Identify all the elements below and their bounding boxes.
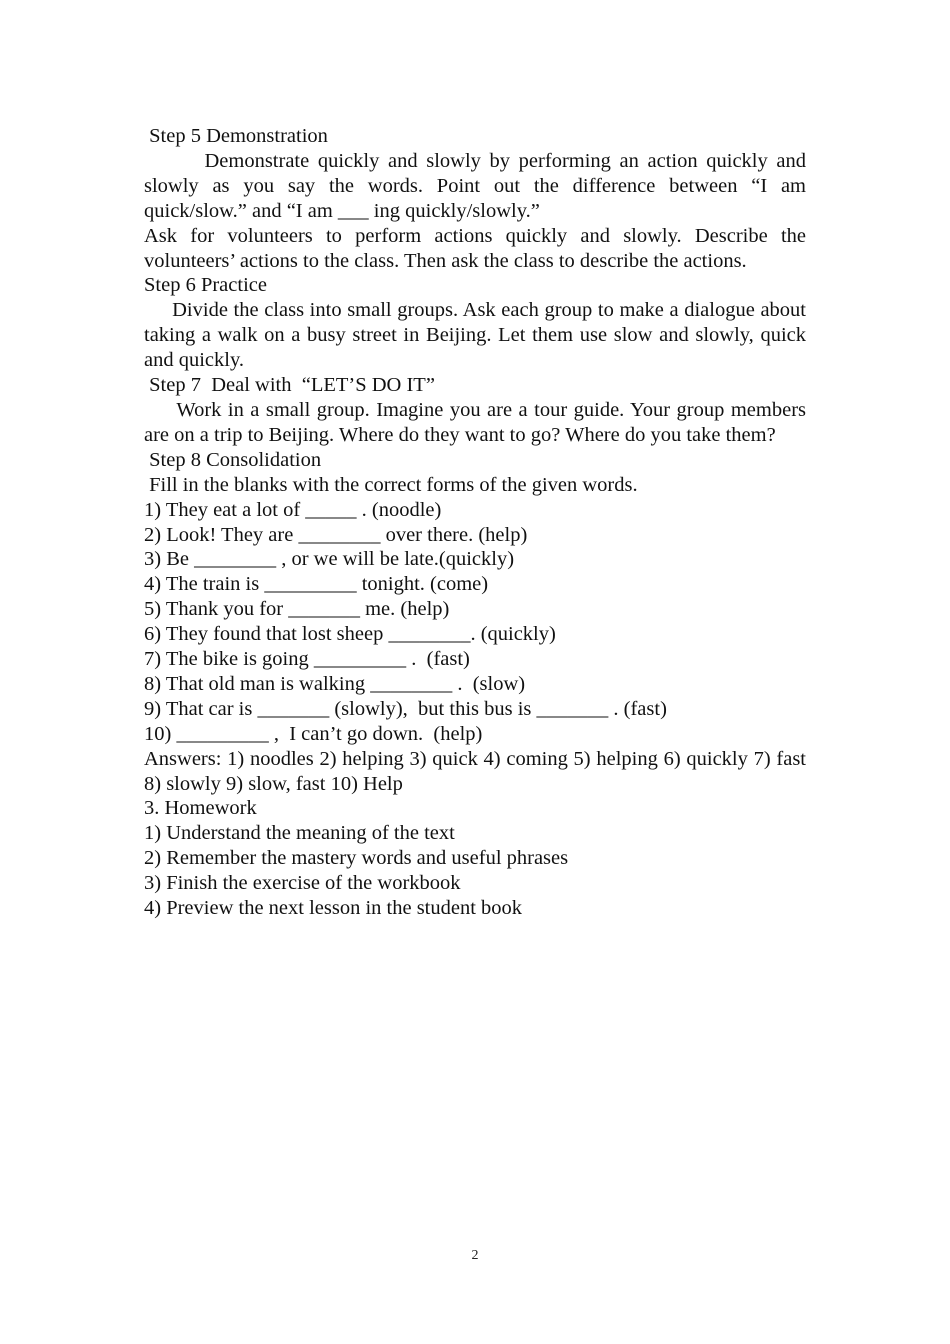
step8-instruction: Fill in the blanks with the correct forms of the given words. [144, 473, 638, 496]
step5-paragraph-2: Ask for volunteers to perform actions quickly and slowly. Describe the volunteers’ actions to the class. Then ask the class to describe the actions. [144, 224, 806, 272]
exercise-item: 3) Be ________ , or we will be late.(quickly) [144, 548, 515, 571]
exercise-item: 6) They found that lost sheep ________. (quickly) [144, 623, 556, 646]
step5-paragraph-1: Demonstrate quickly and slowly by performing an action quickly and slowly as you say the words. Point out the difference between “I am quick/slow.” and “I am ___ ing quickly/slowly.” [144, 149, 812, 222]
exercise-item: 1) They eat a lot of _____ . (noodle) [144, 498, 442, 521]
step7-paragraph-1: Work in a small group. Imagine you are a tour guide. Your group members are on a trip to Beijing. Where do they want to go? Where do you take them? [144, 398, 812, 446]
homework-item: 4) Preview the next lesson in the student book [144, 897, 523, 920]
exercise-item: 4) The train is _________ tonight. (come) [144, 573, 489, 596]
step5-heading: Step 5 Demonstration [144, 125, 328, 147]
document-page [144, 124, 812, 921]
page-number: 2 [471, 1248, 479, 1263]
homework-item: 3) Finish the exercise of the workbook [144, 872, 461, 895]
step6-heading: Step 6 Practice [144, 274, 267, 297]
exercise-item: 5) Thank you for _______ me. (help) [144, 598, 450, 621]
homework-heading: 3. Homework [144, 797, 257, 820]
exercise-item: 7) The bike is going _________ . (fast) [144, 648, 470, 671]
exercise-item: 8) That old man is walking ________ . (slow) [144, 672, 526, 695]
step6-paragraph-1: Divide the class into small groups. Ask each group to make a dialogue about taking a walk on a busy street in Beijing. Let them use slow and slowly, quick and quickly. [144, 299, 812, 372]
step8-heading: Step 8 Consolidation [144, 448, 322, 471]
answers-paragraph: Answers: 1) noodles 2) helping 3) quick 4) coming 5) helping 6) quickly 7) fast 8) slowly 9) slow, fast 10) Help [144, 747, 806, 795]
exercise-item: 2) Look! They are ________ over there. (help) [144, 523, 528, 546]
homework-item: 1) Understand the meaning of the text [144, 822, 455, 845]
exercise-item: 10) _________ , I can’t go down. (help) [144, 722, 483, 745]
homework-item: 2) Remember the mastery words and useful phrases [144, 847, 569, 870]
exercise-item: 9) That car is _______ (slowly), but this bus is _______ . (fast) [144, 697, 667, 720]
step7-heading: Step 7 Deal with “LET’S DO IT” [144, 374, 435, 397]
